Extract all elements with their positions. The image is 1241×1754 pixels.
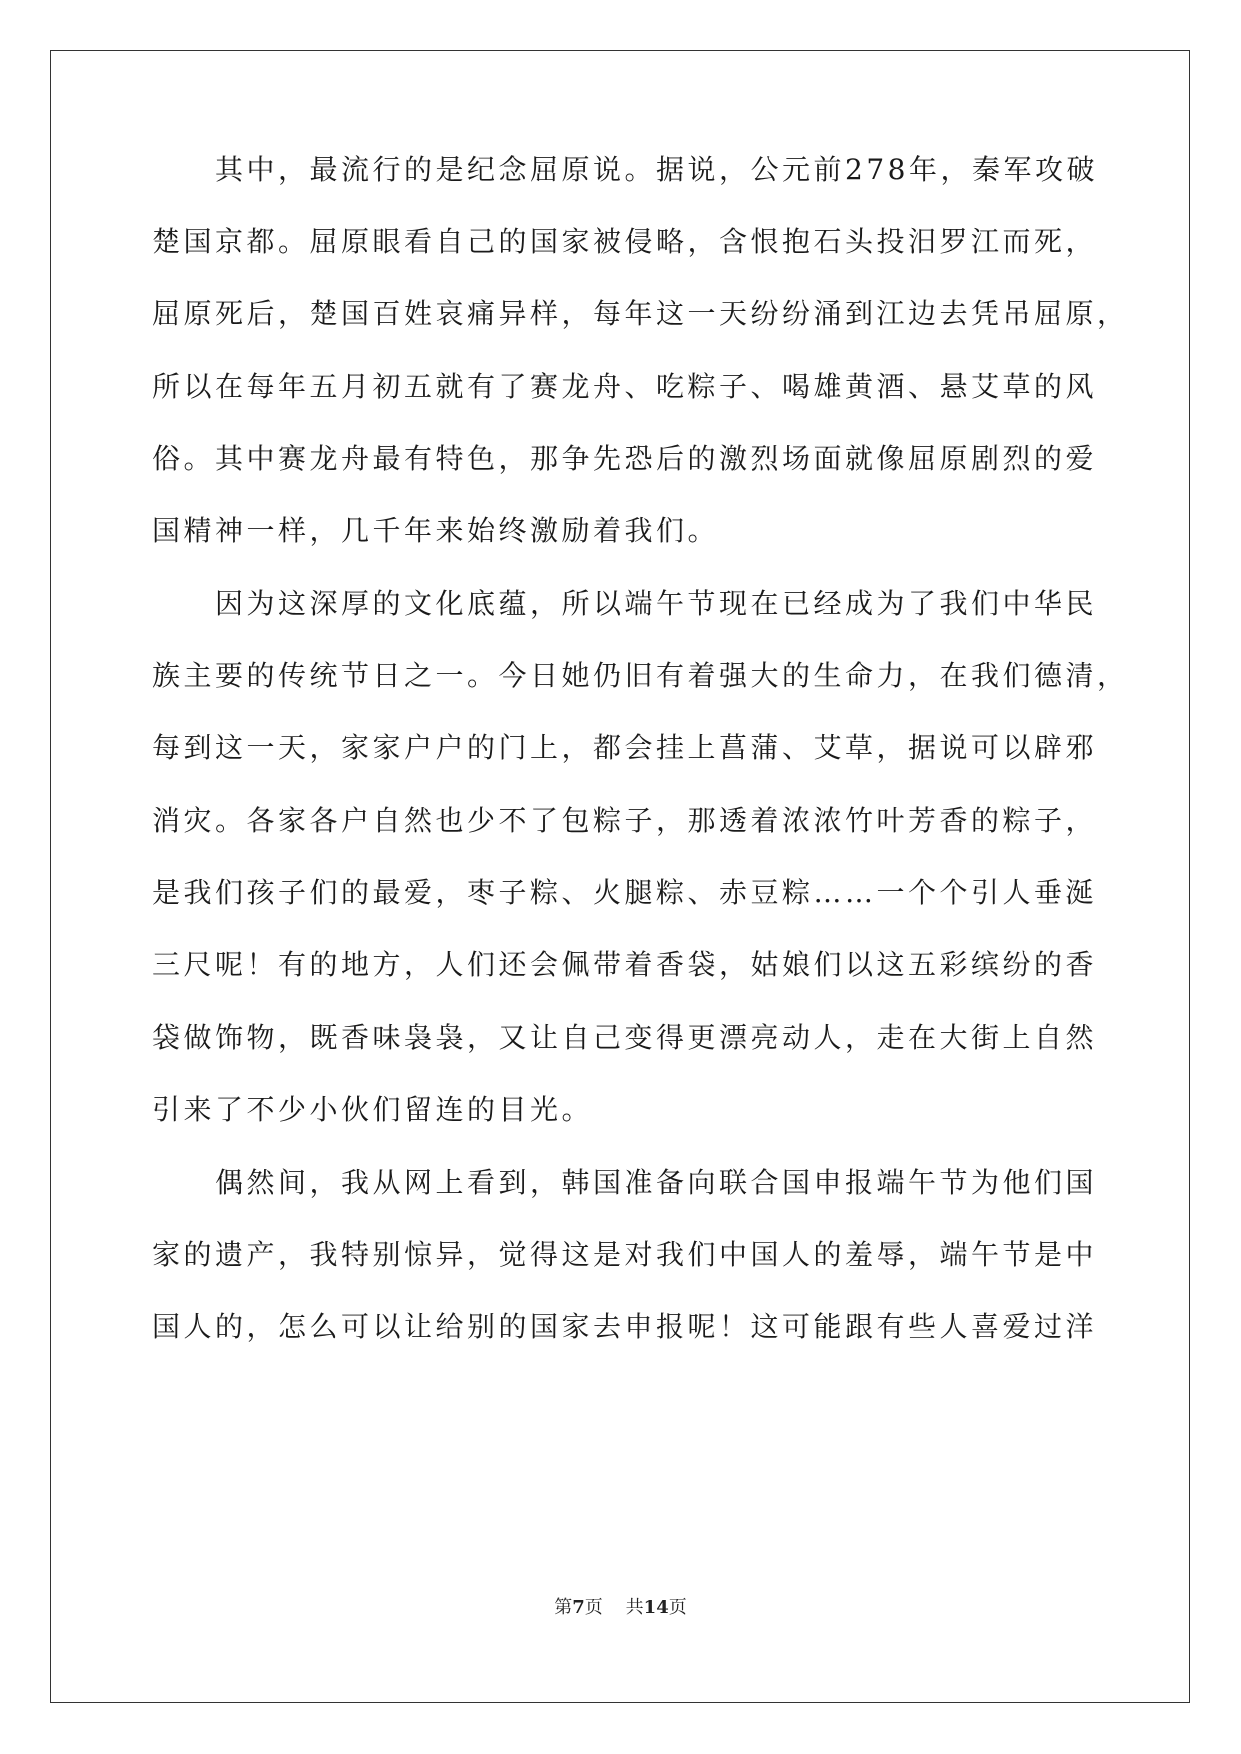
page-prefix: 第 [554, 1597, 573, 1618]
text-line: 楚国京都。屈原眼看自己的国家被侵略，含恨抱石头投汨罗江而死， [152, 225, 1098, 258]
text-line: 国人的，怎么可以让给别的国家去申报呢！这可能跟有些人喜爱过洋 [152, 1310, 1098, 1343]
total-suffix: 页 [668, 1597, 687, 1618]
total-prefix: 共 [625, 1597, 644, 1618]
text-line: 其中，最流行的是纪念屈原说。据说，公元前278年，秦军攻破 [215, 153, 1098, 186]
text-line: 俗。其中赛龙舟最有特色，那争先恐后的激烈场面就像屈原剧烈的爱 [152, 442, 1098, 475]
text-line: 所以在每年五月初五就有了赛龙舟、吃粽子、喝雄黄酒、悬艾草的风 [152, 370, 1098, 403]
text-line: 国精神一样，几千年来始终激励着我们。 [152, 514, 720, 547]
text-line: 袋做饰物，既香味袅袅，又让自己变得更漂亮动人，走在大街上自然 [152, 1021, 1098, 1054]
total-pages: 14 [643, 1597, 669, 1618]
text-line: 因为这深厚的文化底蕴，所以端午节现在已经成为了我们中华民 [215, 587, 1098, 620]
text-line: 消灾。各家各户自然也少不了包粽子，那透着浓浓竹叶芳香的粽子， [152, 804, 1098, 837]
text-line: 屈原死后，楚国百姓哀痛异样，每年这一天纷纷涌到江边去凭吊屈原， [152, 297, 1129, 330]
text-line: 偶然间，我从网上看到，韩国准备向联合国申报端午节为他们国 [215, 1166, 1098, 1199]
page-suffix: 页 [584, 1597, 603, 1618]
page-footer [0, 1596, 1241, 1620]
text-line: 每到这一天，家家户户的门上，都会挂上菖蒲、艾草，据说可以辟邪 [152, 731, 1098, 764]
page-number: 7 [572, 1597, 585, 1618]
text-line: 族主要的传统节日之一。今日她仍旧有着强大的生命力，在我们德清， [152, 659, 1129, 692]
text-line: 三尺呢！有的地方，人们还会佩带着香袋，姑娘们以这五彩缤纷的香 [152, 948, 1098, 981]
text-line: 是我们孩子们的最爱，枣子粽、火腿粽、赤豆粽……一个个引人垂涎 [152, 876, 1098, 909]
text-line: 引来了不少小伙们留连的目光。 [152, 1093, 594, 1126]
text-line: 家的遗产，我特别惊异，觉得这是对我们中国人的羞辱，端午节是中 [152, 1238, 1098, 1271]
